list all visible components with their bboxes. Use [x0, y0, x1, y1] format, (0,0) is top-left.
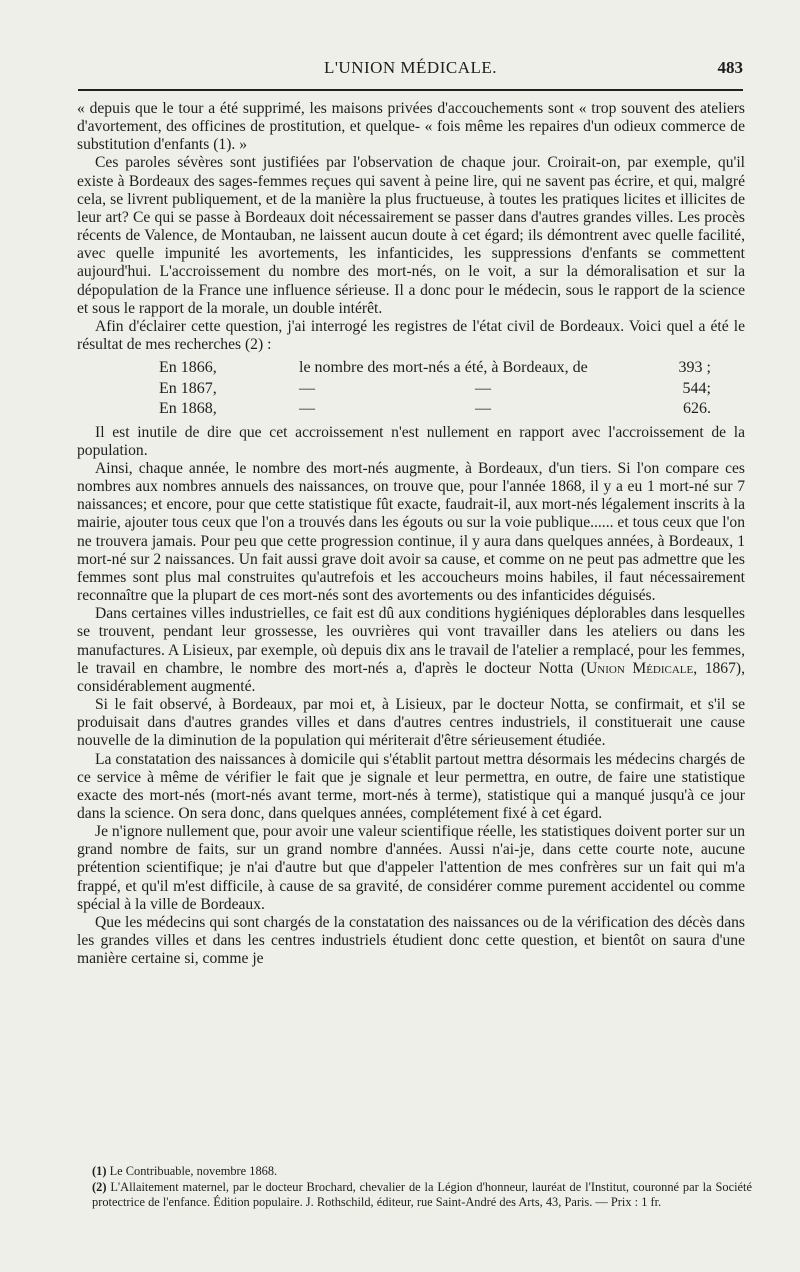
- paragraph-text: Dans certaines villes industrielles, ce fait est dû aux conditions hygiéniques déplorables dans lesquelles se trouvent, pendant leur grossesse, les ouvrières qui vont travailler dans les ateliers ou dans les manufactures. A Lisieux, par exemple, où depuis dix ans le travail de l'atelier a remplacé, pour les femmes, le travail en chambre, le nombre des mort-nés a, d'après le docteur Notta (: [77, 605, 745, 677]
- paragraph: Ainsi, chaque année, le nombre des mort-nés augmente, à Bordeaux, d'un tiers. Si l'on compare ces nombres aux nombres annuels des naissances, on trouve que, pour l'année 1868, il y a eu 1 mort-né sur 7 naissances; et encore, pour que cette statistique fût exacte, faudrait-il, aux mort-nés légalement inscrits à la mairie, ajouter tous ceux que l'on a trouvés dans les égouts ou sur la voie publique...... et tous ceux que l'on ne trouvera jamais. Pour peu que cette progression continue, il y aura dans quelques années, à Bordeaux, 1 mort-né sur 2 naissances. Un fait aussi grave doit avoir sa cause, et comme on ne peut pas admettre que les femmes sont plus mal construites qu'autrefois et les accoucheurs moins habiles, il faut nécessairement reconnaître que la plupart de ces mort-nés sont des avortements ou des infanticides déguisés.: [77, 460, 745, 605]
- quotation-paragraph: « depuis que le tour a été supprimé, les maisons privées d'accouchements sont « trop souvent des ateliers d'avortement, des officines de prostitution, et quelque- « fois même les repaires d'un odieux commerce de substitution d'enfants (1). »: [77, 100, 745, 154]
- stat-year: En 1867,: [159, 379, 217, 397]
- stat-value: 626.: [683, 400, 711, 418]
- header-rule: [78, 89, 743, 91]
- footnotes: [92, 1164, 752, 1211]
- journal-reference: Union Médicale: [586, 659, 694, 677]
- footnote: [92, 1164, 752, 1180]
- paragraph: Il est inutile de dire que cet accroissement n'est nullement en rapport avec l'accroissement de la population.: [77, 423, 745, 459]
- footnote-ref: (2): [92, 1179, 107, 1194]
- stat-value: 393 ;: [678, 359, 711, 377]
- footnote-text: Le Contribuable, novembre 1868.: [109, 1164, 278, 1178]
- stat-value: 544;: [682, 379, 711, 397]
- footnote: [92, 1180, 752, 1211]
- stat-year: En 1868,: [159, 400, 217, 418]
- page-header: [78, 58, 743, 84]
- stat-ditto-marks: — —: [299, 400, 491, 418]
- paragraph: Afin d'éclairer cette question, j'ai interrogé les registres de l'état civil de Bordeaux. Voici quel a été le résultat de mes recherches (2) :: [77, 317, 745, 354]
- stat-ditto-marks: — —: [299, 379, 491, 397]
- paragraph: Je n'ignore nullement que, pour avoir une valeur scientifique réelle, les statistiques doivent porter sur un grand nombre de faits, sur un grand nombre d'années. Aussi n'ai-je, dans cette courte note, aucune prétention scientifique; je n'ai d'autre but que d'appeler l'attention de mes confrères sur un fait qui m'a frappé, et qu'il m'est difficile, à cause de sa gravité, de considérer comme purement accidentel ou comme spécial à la ville de Bordeaux.: [77, 823, 745, 913]
- paragraph: [77, 605, 745, 696]
- stat-description: le nombre des mort-nés a été, à Bordeaux, de: [299, 359, 588, 377]
- paragraph: Ces paroles sévères sont justifiées par l'observation de chaque jour. Croirait-on, par exemple, qu'il existe à Bordeaux des sages-femmes reçues qui savent à peine lire, qui ne savent pas écrire, et qui, malgré cela, se livrent publiquement, et de la manière la plus fructueuse, à toutes les pratiques licites et illicites de leur art? Ce qui se passe à Bordeaux doit nécessairement se passer dans d'autres grandes villes. Les procès récents de Valence, de Montauban, ne laissent aucun doute à cet égard; ils démontrent avec quelle facilité, avec quelle impunité les avortements, les infanticides, les suppressions d'enfants se commettent aujourd'hui. L'accroissement du nombre des mort-nés, on le voit, a sur la démoralisation et sur la dépopulation de la France une influence sérieuse. Il a donc pour le médecin, sous le rapport de la science et sous le rapport de la morale, un double intérêt.: [77, 154, 745, 317]
- paragraph: La constatation des naissances à domicile qui s'établit partout mettra désormais les médecins chargés de ce service à même de vérifier le fait que je signale et leur permettra, en outre, de faire une statistique exacte des mort-nés (mort-nés avant terme, mort-nés à terme), statistique qui a manqué jusqu'à ce jour dans la science. On sera donc, dans quelques années, complétement fixé à cet égard.: [77, 750, 745, 822]
- statistic-row: [159, 358, 745, 379]
- statistics-table: [159, 358, 745, 420]
- statistic-row: [159, 399, 745, 420]
- paragraph: Si le fait observé, à Bordeaux, par moi et, à Lisieux, par le docteur Notta, se confirmait, et s'il se produisait dans d'autres grandes villes et dans d'autres centres industriels, il constituerait une cause nouvelle de la diminution de la population qui mériterait d'être sérieusement étudiée.: [77, 696, 745, 750]
- stat-year: En 1866,: [159, 359, 217, 377]
- running-title: L'UNION MÉDICALE.: [323, 58, 498, 77]
- footnote-ref: (1): [92, 1164, 107, 1178]
- paragraph: Que les médecins qui sont chargés de la constatation des naissances ou de la vérification des décès dans les grandes villes et dans les centres industriels étudient donc cette question, et bientôt on saura d'une manière certaine si, comme je: [77, 913, 745, 968]
- article-body: [77, 100, 745, 968]
- page-number: 483: [717, 58, 743, 77]
- paragraph-text: , 1867), considérablement augmenté.: [77, 659, 745, 695]
- footnote-text: L'Allaitement maternel, par le docteur Brochard, chevalier de la Légion d'honneur, lauréat de l'Institut, couronné par la Société protectrice de l'enfance. Édition populaire. J. Rothschild, éditeur, rue Saint-André des Arts, 43, Paris. — Prix : 1 fr.: [92, 1179, 752, 1209]
- statistic-row: [159, 379, 745, 400]
